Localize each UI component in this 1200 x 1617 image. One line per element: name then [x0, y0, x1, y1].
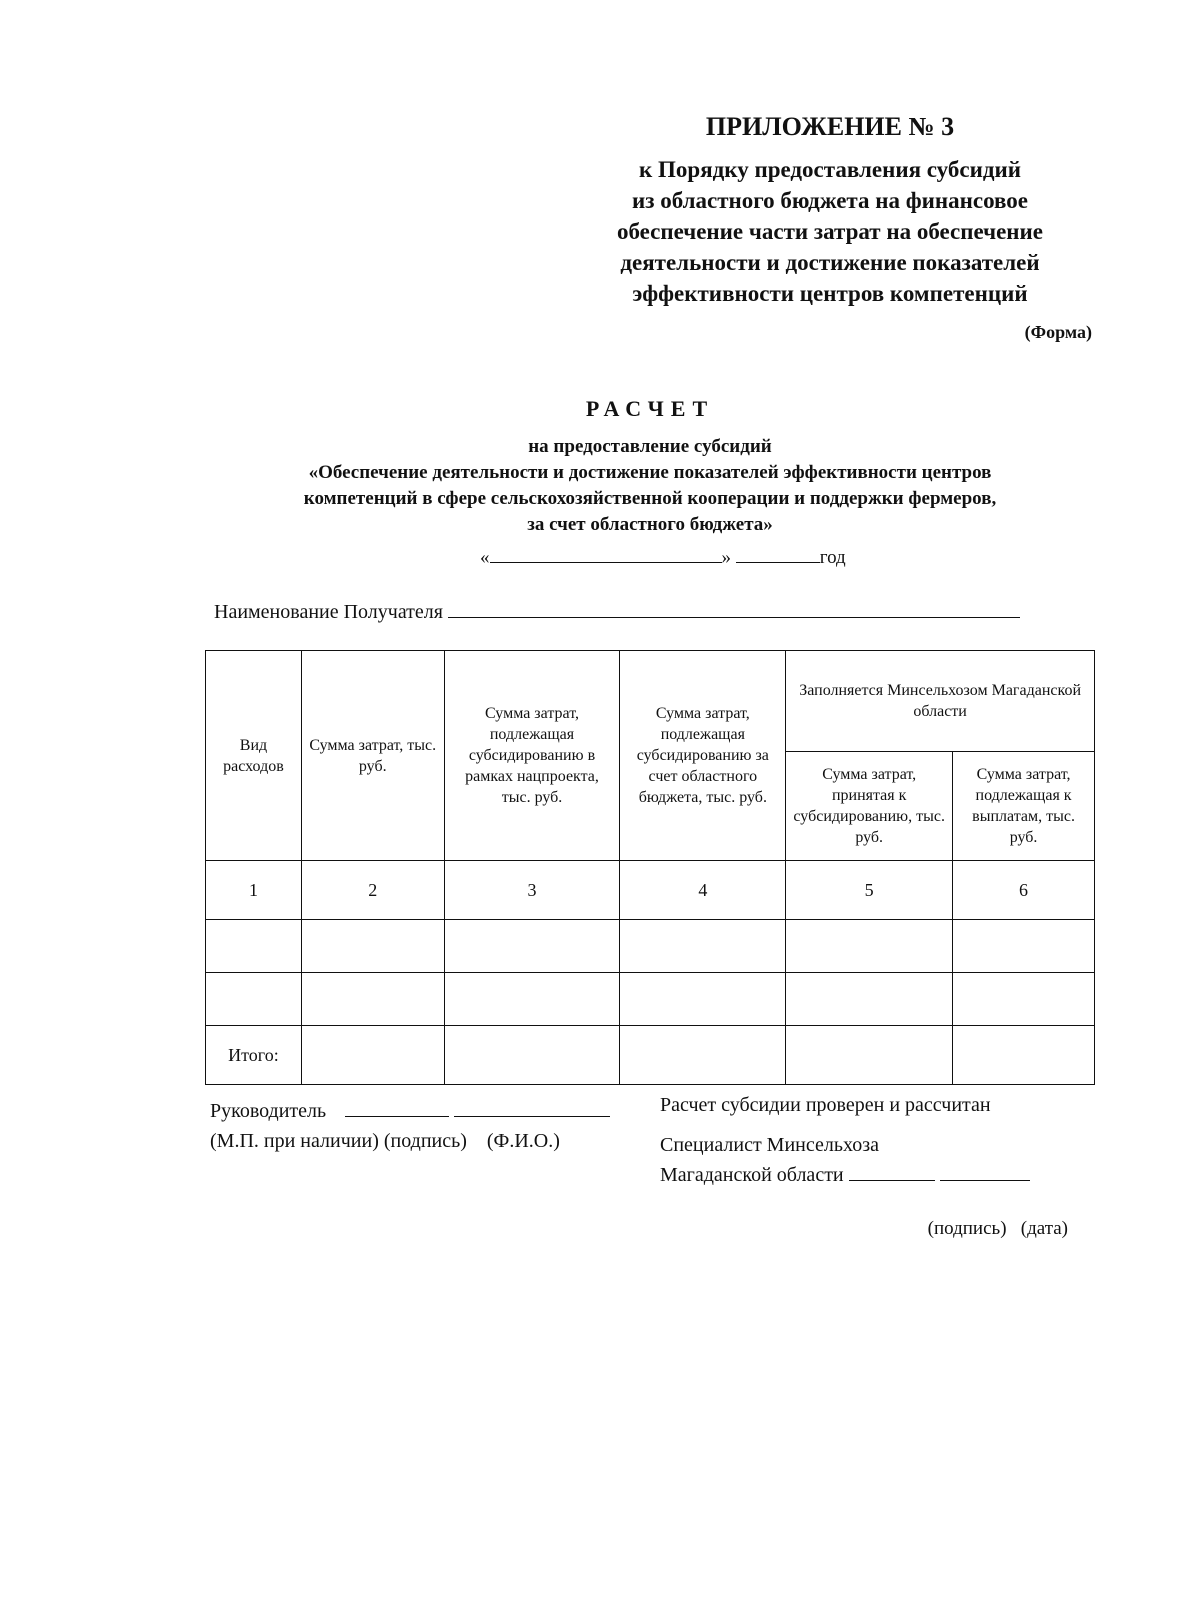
header-expense-type: Вид расходов [206, 651, 302, 861]
calculation-line: за счет областного бюджета» [527, 514, 773, 535]
table-cell[interactable] [620, 973, 786, 1026]
recipient-label: Наименование Получателя [214, 601, 443, 623]
table-cell[interactable] [206, 973, 302, 1026]
head-signature-block [210, 1096, 610, 1156]
appendix-line: эффективности центров компетенций [632, 280, 1028, 306]
total-label: Итого: [206, 1026, 302, 1085]
specialist-date-blank[interactable] [940, 1163, 1030, 1181]
table-cell[interactable] [301, 1026, 444, 1085]
costs-table [205, 650, 1095, 1085]
date-open-quote: « [480, 547, 490, 568]
table-cell[interactable] [953, 920, 1095, 973]
header-accepted-sum: Сумма затрат, принятая к субсидированию, тыс. руб. [786, 752, 953, 861]
table-cell[interactable] [953, 1026, 1095, 1085]
verified-statement: Расчет субсидии проверен и рассчитан [660, 1094, 991, 1116]
head-signature-blank[interactable] [345, 1099, 449, 1117]
table-cell[interactable] [620, 920, 786, 973]
table-cell[interactable] [786, 920, 953, 973]
specialist-caption: (подпись) (дата) [927, 1218, 1068, 1239]
appendix-line: из областного бюджета на финансовое [631, 187, 1029, 213]
header-national-project: Сумма затрат, подлежащая субсидированию в рамках нацпроекта, тыс. руб. [444, 651, 620, 861]
column-numbers-row [206, 861, 1095, 920]
table-cell[interactable] [301, 973, 444, 1026]
column-number: 6 [953, 861, 1095, 920]
recipient-blank[interactable] [448, 600, 1020, 618]
table-cell[interactable] [206, 920, 302, 973]
appendix-line: к Порядку предоставления субсидий [639, 156, 1021, 182]
specialist-region: Магаданской области [660, 1164, 844, 1186]
column-number: 4 [620, 861, 786, 920]
table-cell[interactable] [301, 920, 444, 973]
column-number: 2 [301, 861, 444, 920]
recipient-line [214, 600, 1020, 624]
table-cell[interactable] [786, 973, 953, 1026]
table-cell[interactable] [953, 973, 1095, 1026]
specialist-label: Специалист Минсельхоза [660, 1134, 879, 1156]
appendix-header [560, 108, 1100, 309]
total-row [206, 1026, 1095, 1085]
table-row [206, 920, 1095, 973]
table-cell[interactable] [786, 1026, 953, 1085]
header-payable-sum: Сумма затрат, подлежащая к выплатам, тыс. руб. [953, 752, 1095, 861]
date-close-quote: » [721, 547, 731, 568]
calculation-header [200, 396, 1100, 538]
header-ministry-group: Заполняется Минсельхозом Магаданской области [786, 651, 1095, 752]
verification-block [660, 1090, 1030, 1190]
appendix-line: деятельности и достижение показателей [620, 249, 1040, 275]
appendix-title: ПРИЛОЖЕНИЕ № 3 [705, 112, 955, 141]
calculation-line: «Обеспечение деятельности и достижение показателей эффективности центров [308, 462, 992, 483]
year-label: год [819, 547, 846, 568]
header-cost-sum: Сумма затрат, тыс. руб. [301, 651, 444, 861]
table-row [206, 973, 1095, 1026]
calculation-title: РАСЧЕТ [585, 396, 715, 421]
head-label: Руководитель [210, 1100, 327, 1122]
table-cell[interactable] [444, 920, 620, 973]
column-number: 5 [786, 861, 953, 920]
table-header-row [206, 651, 1095, 752]
appendix-line: обеспечение части затрат на обеспечение [616, 218, 1044, 244]
specialist-signature-blank[interactable] [849, 1163, 935, 1181]
column-number: 3 [444, 861, 620, 920]
date-blank[interactable] [490, 545, 722, 563]
calculation-line: на предоставление субсидий [528, 436, 772, 457]
head-name-blank[interactable] [454, 1099, 610, 1117]
head-caption: (М.П. при наличии) (подпись) (Ф.И.О.) [210, 1130, 560, 1152]
table-cell[interactable] [444, 973, 620, 1026]
date-line [480, 545, 846, 569]
calculation-line: компетенций в сфере сельскохозяйственной кооперации и поддержки фермеров, [303, 488, 997, 509]
table-cell[interactable] [620, 1026, 786, 1085]
table-cell[interactable] [444, 1026, 620, 1085]
column-number: 1 [206, 861, 302, 920]
year-blank[interactable] [736, 545, 820, 563]
header-regional-budget: Сумма затрат, подлежащая субсидированию за счет областного бюджета, тыс. руб. [620, 651, 786, 861]
form-label: (Форма) [1024, 322, 1092, 342]
